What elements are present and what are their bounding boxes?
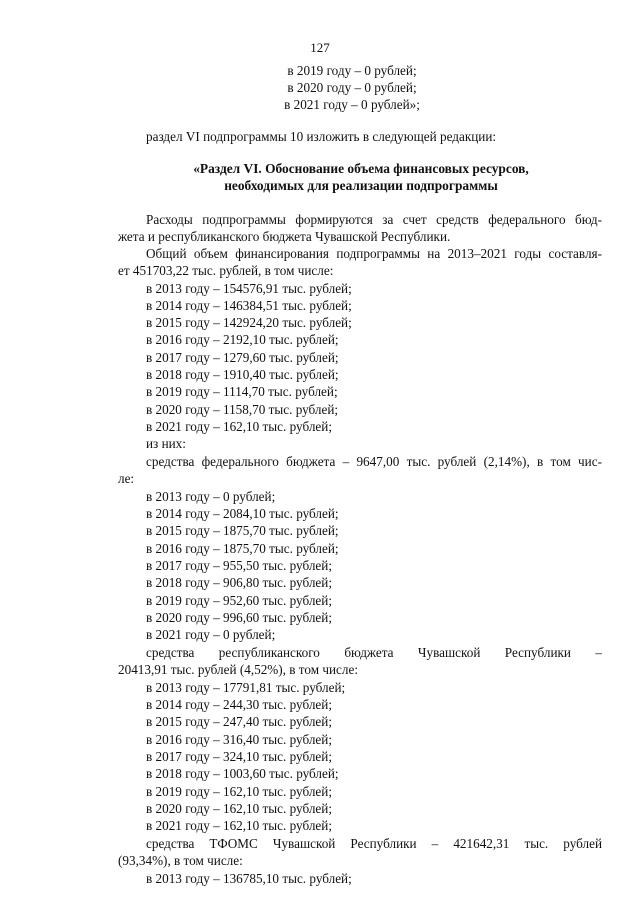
tfoms-year-item: в 2013 году – 136785,10 тыс. рублей;: [146, 871, 352, 886]
of-them-label: из них:: [146, 436, 186, 451]
federal-intro-line: ле:: [118, 471, 135, 486]
tfoms-intro-line: средства ТФОМС Чувашской Республики – 421642,31 тыс. рублей: [146, 836, 602, 851]
top-list-item: в 2019 году – 0 рублей;: [287, 63, 417, 78]
republic-year-item: в 2021 году – 162,10 тыс. рублей;: [146, 818, 332, 833]
section-heading-line: необходимых для реализации подпрограммы: [224, 178, 498, 193]
total-year-item: в 2015 году – 142924,20 тыс. рублей;: [146, 315, 352, 330]
federal-year-item: в 2016 году – 1875,70 тыс. рублей;: [146, 541, 339, 556]
total-year-item: в 2020 году – 1158,70 тыс. рублей;: [146, 402, 339, 417]
top-list-item: в 2021 году – 0 рублей»;: [284, 97, 420, 112]
republic-year-item: в 2018 году – 1003,60 тыс. рублей;: [146, 766, 339, 781]
federal-intro-line: средства федерального бюджета – 9647,00 тыс. рублей (2,14%), в том чис-: [146, 454, 602, 469]
total-year-item: в 2016 году – 2192,10 тыс. рублей;: [146, 332, 339, 347]
paragraph-line: Общий объем финансирования подпрограммы на 2013–2021 годы составля-: [146, 246, 602, 261]
federal-year-item: в 2013 году – 0 рублей;: [146, 489, 276, 504]
republic-year-item: в 2015 году – 247,40 тыс. рублей;: [146, 714, 332, 729]
republic-year-item: в 2017 году – 324,10 тыс. рублей;: [146, 749, 332, 764]
republic-year-item: в 2019 году – 162,10 тыс. рублей;: [146, 784, 332, 799]
federal-year-item: в 2014 году – 2084,10 тыс. рублей;: [146, 506, 339, 521]
total-year-item: в 2017 году – 1279,60 тыс. рублей;: [146, 350, 339, 365]
page-number: 127: [310, 40, 330, 55]
republic-intro-line: 20413,91 тыс. рублей (4,52%), в том числе:: [118, 662, 359, 677]
paragraph-line: Расходы подпрограммы формируются за счет средств федерального бюд-: [146, 212, 602, 227]
total-year-item: в 2021 году – 162,10 тыс. рублей;: [146, 419, 332, 434]
instruction: раздел VI подпрограммы 10 изложить в следующей редакции:: [146, 129, 497, 144]
total-year-item: в 2013 году – 154576,91 тыс. рублей;: [146, 281, 352, 296]
paragraph-line: жета и республиканского бюджета Чувашской Республики.: [118, 229, 451, 244]
federal-year-item: в 2018 году – 906,80 тыс. рублей;: [146, 575, 332, 590]
republic-year-item: в 2013 году – 17791,81 тыс. рублей;: [146, 680, 346, 695]
federal-year-item: в 2021 году – 0 рублей;: [146, 627, 276, 642]
republic-year-item: в 2014 году – 244,30 тыс. рублей;: [146, 697, 332, 712]
republic-year-item: в 2020 году – 162,10 тыс. рублей;: [146, 801, 332, 816]
top-list-item: в 2020 году – 0 рублей;: [287, 80, 417, 95]
republic-intro-line: средства республиканского бюджета Чувашской Республики –: [146, 645, 602, 660]
federal-year-item: в 2017 году – 955,50 тыс. рублей;: [146, 558, 332, 573]
section-heading-line: «Раздел VI. Обоснование объема финансовых ресурсов,: [193, 161, 529, 176]
total-year-item: в 2019 году – 1114,70 тыс. рублей;: [146, 384, 338, 399]
total-year-item: в 2014 году – 146384,51 тыс. рублей;: [146, 298, 352, 313]
paragraph-line: ет 451703,22 тыс. рублей, в том числе:: [118, 263, 334, 278]
republic-year-item: в 2016 году – 316,40 тыс. рублей;: [146, 732, 332, 747]
federal-year-item: в 2020 году – 996,60 тыс. рублей;: [146, 610, 332, 625]
federal-year-item: в 2015 году – 1875,70 тыс. рублей;: [146, 523, 339, 538]
total-year-item: в 2018 году – 1910,40 тыс. рублей;: [146, 367, 339, 382]
tfoms-intro-line: (93,34%), в том числе:: [118, 853, 243, 868]
federal-year-item: в 2019 году – 952,60 тыс. рублей;: [146, 593, 332, 608]
